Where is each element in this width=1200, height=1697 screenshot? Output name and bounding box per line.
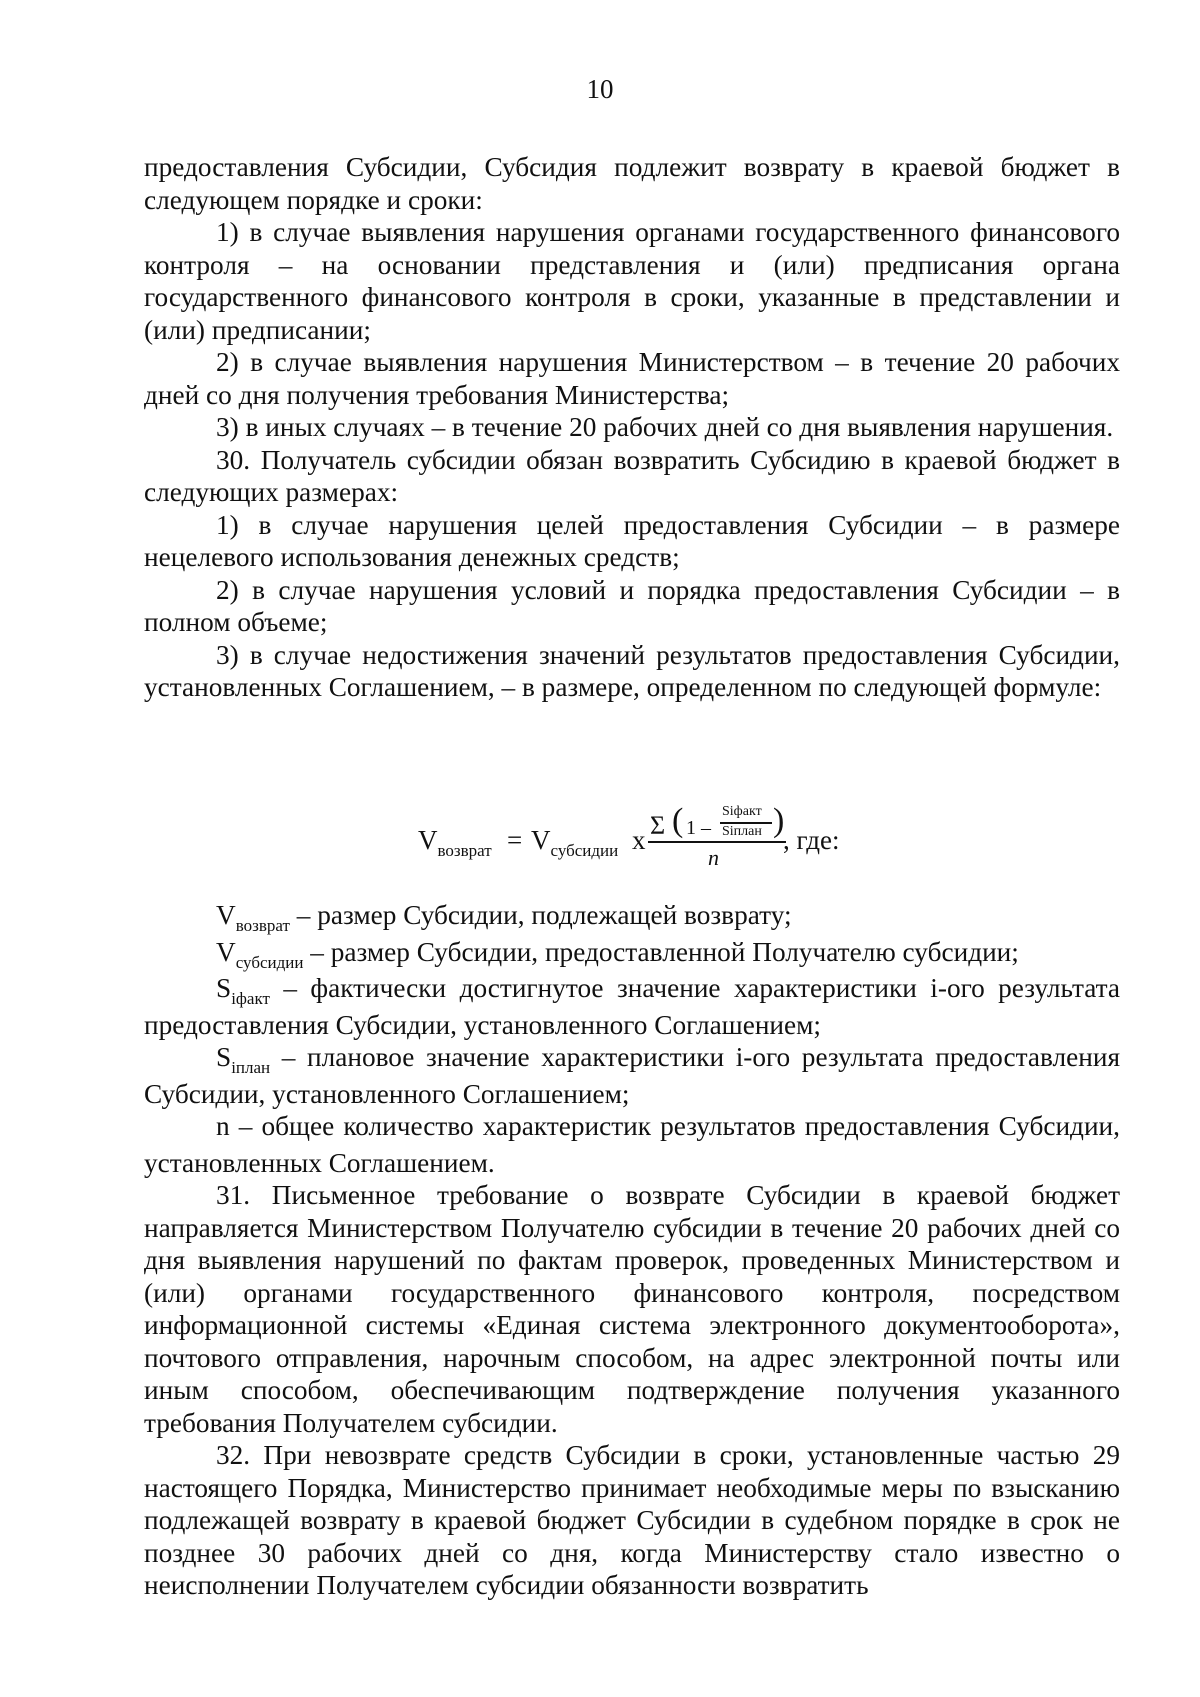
body-text-top [144, 151, 1120, 704]
paragraph: 2) в случае выявления нарушения Министерством – в течение 20 рабочих дней со дня получения требования Министерства; [144, 347, 1120, 410]
formula-s-plan: Siплан [722, 824, 762, 839]
paragraph: 3) в случае недостижения значений результатов предоставления Субсидии, установленных Соглашением, – в размере, определенном по следующей формуле: [144, 639, 1120, 702]
formula-v-return: $V_{возврат}$ [418, 825, 492, 860]
formula-times: x [632, 825, 646, 855]
definition: $V_{возврат}$ – размер Субсидии, подлежащей возврату; [216, 900, 792, 935]
return-formula [0, 802, 1200, 875]
paragraph: 1) в случае выявления нарушения органами государственного финансового контроля – на основании представления и (или) предписания органа государственного финансового контроля в сроки, указанные в представлении и (или) предписании; [144, 217, 1120, 345]
formula-equals: = [507, 825, 523, 855]
paragraph: 30. Получатель субсидии обязан возвратить Субсидию в краевой бюджет в следующих размерах: [144, 444, 1120, 507]
formula-one-minus: 1 – [686, 817, 711, 839]
formula-close-paren: ) [773, 802, 785, 839]
formula-denominator: n [708, 845, 719, 870]
paragraph: 1) в случае нарушения целей предоставления Субсидии – в размере нецелевого использования денежных средств; [144, 509, 1120, 572]
paragraph: 3) в иных случаях – в течение 20 рабочих дней со дня выявления нарушения. [216, 412, 1114, 442]
definition: $S_{iфакт}$ – фактически достигнутое значение характеристики i-ого результата предоставления Субсидии, установленного Соглашением; [144, 973, 1120, 1040]
paragraph: 31. Письменное требование о возврате Субсидии в краевой бюджет направляется Министерством Получателю субсидии в течение 20 рабочих дней со дня выявления нарушений по фактам проверок, проведенных Министерством и (или) органами государственного финансового контроля, посредством информационной системы «Единая система электронного документооборота», почтового отправления, нарочным способом, на адрес электронной почты или иным способом, обеспечивающим подтверждение получения указанного требования Получателем субсидии. [144, 1180, 1120, 1438]
formula-sum-sign: Σ [650, 811, 666, 840]
formula-where: , где: [783, 825, 840, 855]
paragraph: 2) в случае нарушения условий и порядка предоставления Субсидии – в полном объеме; [144, 574, 1120, 637]
definition: n – общее количество характеристик результатов предоставления Субсидии, установленных Соглашением. [144, 1111, 1120, 1178]
formula-open-paren: ( [672, 802, 684, 839]
definition: $S_{iплан}$ – плановое значение характеристики i-ого результата предоставления Субсидии, установленного Соглашением; [144, 1042, 1120, 1109]
formula-s-fact: Siфакт [722, 804, 762, 819]
body-text-bottom [144, 899, 1120, 1602]
formula-v-subsidy: $V_{субсидии}$ [531, 825, 619, 860]
paragraph: предоставления Субсидии, Субсидия подлежит возврату в краевой бюджет в следующем порядке и сроки: [144, 152, 1120, 215]
page-number: 10 [586, 74, 614, 104]
definition: $V_{субсидии}$ – размер Субсидии, предоставленной Получателю субсидии; [216, 936, 1019, 972]
paragraph: 32. При невозврате средств Субсидии в сроки, установленные частью 29 настоящего Порядка, Министерство принимает необходимые меры по взысканию подлежащей возврату в краевой бюджет Субсидии в судебном порядке в срок не позднее 30 рабочих дней со дня, когда Министерству стало известно о неисполнении Получателем субсидии обязанности возвратить [144, 1440, 1120, 1600]
